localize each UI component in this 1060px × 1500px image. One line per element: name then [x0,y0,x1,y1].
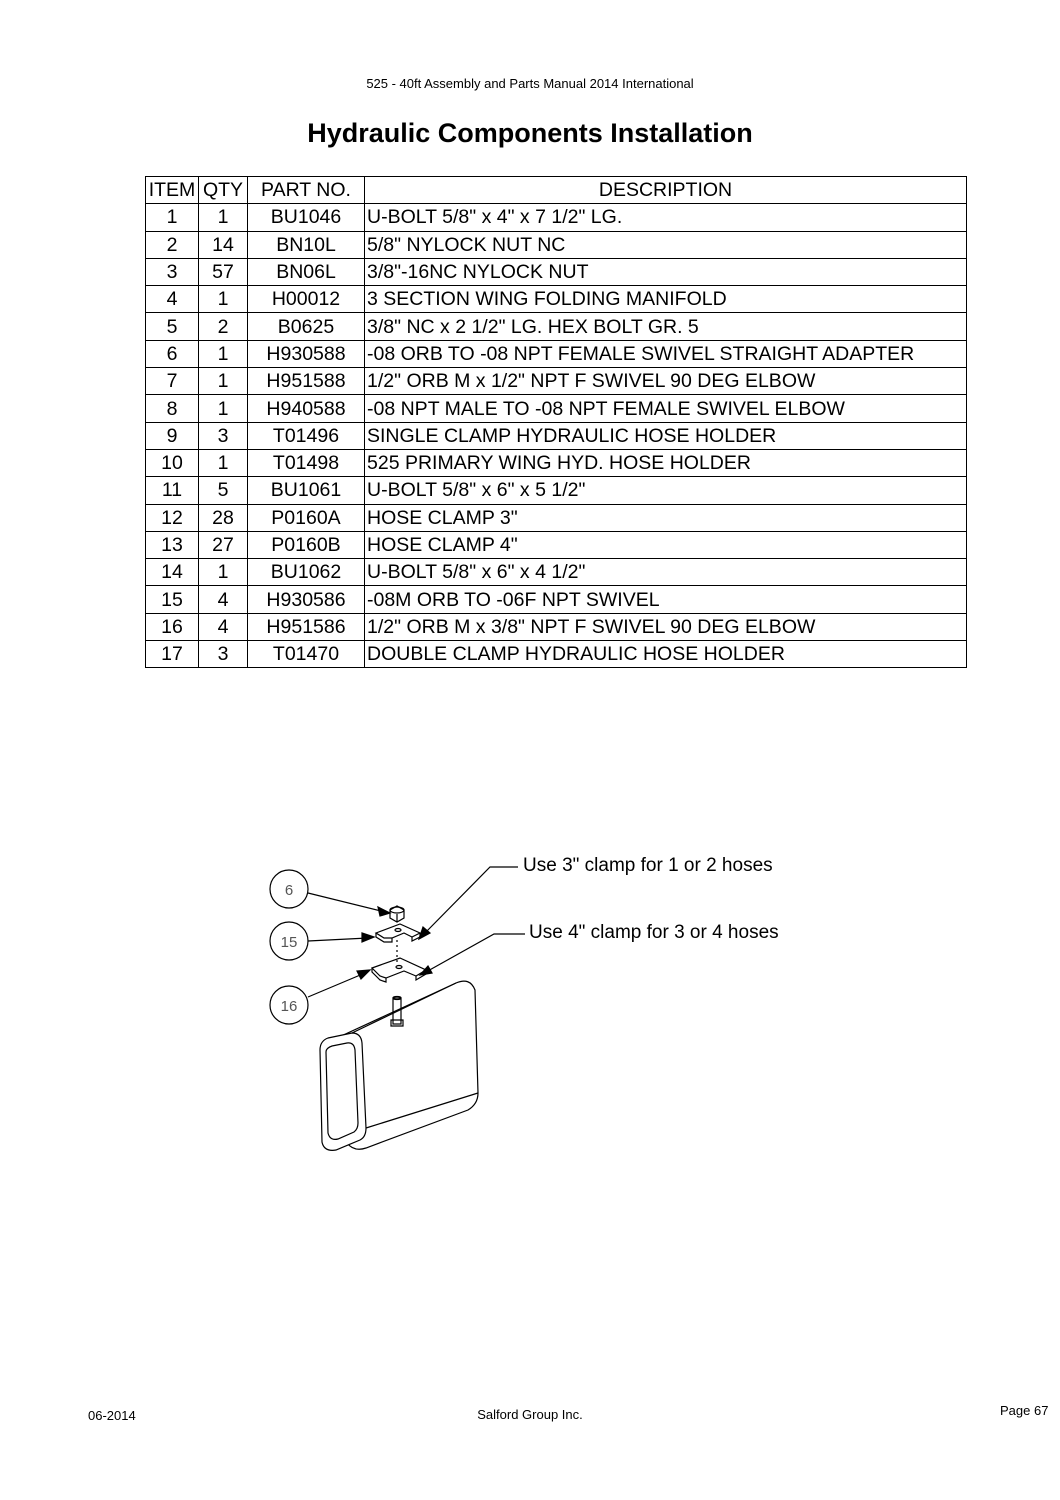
page-title: Hydraulic Components Installation [307,118,753,148]
cell-description: -08 ORB TO -08 NPT FEMALE SWIVEL STRAIGHT ADAPTER [365,340,967,367]
cell-qty: 1 [199,286,248,313]
cell-description: 3 SECTION WING FOLDING MANIFOLD [365,286,967,313]
leader-6 [308,893,385,912]
balloon-6: 6 [284,882,294,899]
callout-3in-clamp: Use 3" clamp for 1 or 2 hoses [523,855,773,876]
balloon-15: 15 [280,934,298,951]
manual-header: 525 - 40ft Assembly and Parts Manual 2014 International [366,76,694,91]
cell-qty: 1 [199,559,248,586]
cell-item: 17 [146,641,199,668]
cell-part-no: P0160A [248,504,365,531]
callout-4in-clamp: Use 4" clamp for 3 or 4 hoses [529,922,779,943]
cell-item: 13 [146,531,199,558]
cell-description: DOUBLE CLAMP HYDRAULIC HOSE HOLDER [365,641,967,668]
nylock-nut-drawing [390,906,404,922]
cell-part-no: H00012 [248,286,365,313]
cell-item: 12 [146,504,199,531]
cell-qty: 3 [199,422,248,449]
cell-description: 1/2" ORB M x 1/2" NPT F SWIVEL 90 DEG ELBOW [365,368,967,395]
cell-part-no: BU1046 [248,204,365,231]
column-header-description: DESCRIPTION [365,177,967,204]
cell-qty: 4 [199,613,248,640]
cell-qty: 2 [199,313,248,340]
clamp-3in-drawing [376,924,420,942]
cell-part-no: H951588 [248,368,365,395]
cell-description: 525 PRIMARY WING HYD. HOSE HOLDER [365,449,967,476]
cell-item: 8 [146,395,199,422]
cell-qty: 1 [199,368,248,395]
column-header-part-no: PART NO. [248,177,365,204]
cell-description: 3/8" NC x 2 1/2" LG. HEX BOLT GR. 5 [365,313,967,340]
cell-item: 16 [146,613,199,640]
cell-part-no: T01496 [248,422,365,449]
cell-part-no: T01470 [248,641,365,668]
leader-6-arrow [378,907,390,916]
cell-item: 3 [146,258,199,285]
cell-qty: 4 [199,586,248,613]
cell-item: 14 [146,559,199,586]
cell-description: 5/8" NYLOCK NUT NC [365,231,967,258]
cell-part-no: B0625 [248,313,365,340]
cell-item: 4 [146,286,199,313]
balloon-16: 16 [280,998,298,1015]
cell-qty: 57 [199,258,248,285]
leader-15-arrow [362,933,374,942]
cell-qty: 27 [199,531,248,558]
cell-item: 9 [146,422,199,449]
cell-item: 15 [146,586,199,613]
cell-qty: 1 [199,395,248,422]
cell-part-no: H951586 [248,613,365,640]
cell-description: -08 NPT MALE TO -08 NPT FEMALE SWIVEL ELBOW [365,395,967,422]
cell-description: HOSE CLAMP 4" [365,531,967,558]
callout-3in-leader [424,867,518,934]
cell-qty: 1 [199,449,248,476]
clamp-4in-drawing [372,958,426,982]
cell-part-no: H930586 [248,586,365,613]
leader-16 [308,973,365,997]
cell-qty: 3 [199,641,248,668]
cell-qty: 28 [199,504,248,531]
cell-description: 3/8"-16NC NYLOCK NUT [365,258,967,285]
leader-15 [308,938,368,941]
footer-date: 06-2014 [88,1408,136,1423]
cell-item: 11 [146,477,199,504]
cell-part-no: BN10L [248,231,365,258]
cell-description: -08M ORB TO -06F NPT SWIVEL [365,586,967,613]
cell-description: 1/2" ORB M x 3/8" NPT F SWIVEL 90 DEG ELBOW [365,613,967,640]
cell-item: 6 [146,340,199,367]
footer-company: Salford Group Inc. [477,1407,583,1422]
footer-page-number: Page 67 [1000,1403,1049,1418]
cell-part-no: BU1061 [248,477,365,504]
leader-16-arrow [357,970,370,979]
cell-part-no: BN06L [248,258,365,285]
cell-item: 5 [146,313,199,340]
cell-part-no: P0160B [248,531,365,558]
cell-description: U-BOLT 5/8" x 4" x 7 1/2" LG. [365,204,967,231]
rectangular-tube-drawing [320,981,478,1150]
cell-description: SINGLE CLAMP HYDRAULIC HOSE HOLDER [365,422,967,449]
callout-4in-leader [426,934,525,972]
cell-qty: 5 [199,477,248,504]
cell-item: 10 [146,449,199,476]
cell-part-no: H930588 [248,340,365,367]
cell-part-no: T01498 [248,449,365,476]
cell-qty: 14 [199,231,248,258]
cell-part-no: H940588 [248,395,365,422]
cell-item: 2 [146,231,199,258]
column-header-qty: QTY [199,177,248,204]
cell-description: U-BOLT 5/8" x 6" x 5 1/2" [365,477,967,504]
cell-item: 1 [146,204,199,231]
column-header-item: ITEM [146,177,199,204]
cell-description: HOSE CLAMP 3" [365,504,967,531]
cell-part-no: BU1062 [248,559,365,586]
cell-description: U-BOLT 5/8" x 6" x 4 1/2" [365,559,967,586]
cell-item: 7 [146,368,199,395]
cell-qty: 1 [199,204,248,231]
cell-qty: 1 [199,340,248,367]
